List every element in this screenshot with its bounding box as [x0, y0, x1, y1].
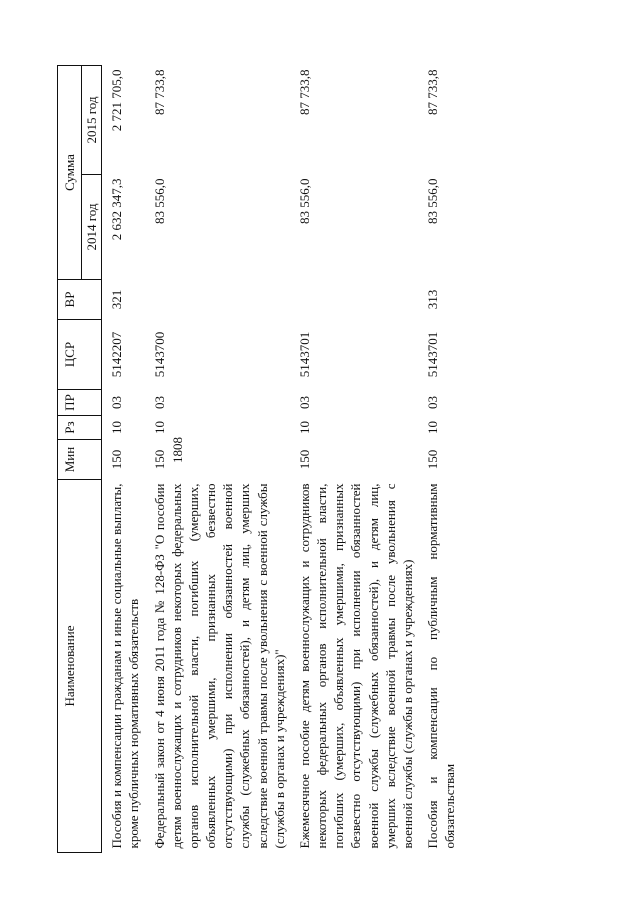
- row-name: Пособия и компенсации по публичным нормативным обязательствам: [424, 483, 458, 849]
- row-vr: 321: [109, 289, 125, 310]
- row-min: 150: [151, 449, 167, 470]
- header-pr: ПР: [58, 390, 102, 416]
- budget-allocation-table: [57, 65, 466, 853]
- row-sum-2015: 87 733,8: [151, 69, 167, 115]
- row-min: 150: [109, 449, 125, 470]
- row-vr: 313: [424, 289, 440, 310]
- row-vr: [151, 280, 296, 320]
- header-name: Наименование: [58, 480, 102, 853]
- row-rz: 10: [151, 421, 167, 434]
- row-pr: 03: [109, 396, 125, 409]
- table-row: [424, 66, 466, 853]
- header-year-2015: 2015 год: [82, 66, 102, 175]
- row-sum-2015: 87 733,8: [296, 69, 312, 115]
- row-name: Ежемесячное пособие детям военнослужащих и сотрудников некоторых федеральных органов исполнительной власти, погибших (умерших, объявленных умершими, признанных безвестно отсутствующими) при исполнении обязанностей военной службы (служебных обязанностей), и детям лиц, умерших вследствие военной травмы после увольнения с военной службы (службы в органах и учреждениях): [296, 483, 415, 849]
- row-vr: [296, 280, 424, 320]
- row-csr: 5143701: [424, 331, 440, 378]
- table-row: [151, 66, 296, 853]
- row-rz: 10: [296, 421, 312, 434]
- header-rz: Рз: [58, 416, 102, 440]
- row-name: Федеральный закон от 4 июня 2011 года № 128-ФЗ "О пособии детям военнослужащих и сотрудников некоторых федеральных органов исполнительной власти, погибших (умерших, объявленных умершими, признанных безвестно отсутствующими) при исполнении обязанностей военной службы (служебных обязанностей), и детям лиц, умерших вследствие военной травмы после увольнения с военной службы (службы в органах и учреждениях)": [151, 483, 287, 849]
- row-sum-2014: 83 556,0: [151, 178, 167, 224]
- header-sum: Сумма: [58, 66, 82, 280]
- table-row: [102, 66, 151, 853]
- row-sum-2015: 87 733,8: [424, 69, 440, 115]
- row-rz: 10: [424, 421, 440, 434]
- row-pr: 03: [424, 396, 440, 409]
- row-sum-2014: 83 556,0: [424, 178, 440, 224]
- row-pr: 03: [296, 396, 312, 409]
- row-min: 150: [296, 449, 312, 470]
- row-csr: 5142207: [109, 331, 125, 378]
- row-pr: 03: [151, 396, 167, 409]
- header-year-2014: 2014 год: [82, 175, 102, 280]
- row-csr: 5143701: [296, 331, 312, 378]
- row-csr: 5143700: [151, 331, 167, 378]
- header-csr: ЦСР: [58, 320, 102, 390]
- row-sum-2015: 2 721 705,0: [109, 69, 125, 132]
- row-sum-2014: 2 632 347,3: [109, 178, 125, 241]
- header-min: Мин: [58, 440, 102, 480]
- row-name: Пособия и компенсации гражданам и иные социальные выплаты, кроме публичных нормативных обязательств: [109, 483, 142, 849]
- header-vr: ВР: [58, 280, 102, 320]
- page-number: 1808: [170, 437, 185, 463]
- row-sum-2014: 83 556,0: [296, 178, 312, 224]
- row-min: 150: [424, 449, 440, 470]
- table-row: [296, 66, 424, 853]
- row-rz: 10: [109, 421, 125, 434]
